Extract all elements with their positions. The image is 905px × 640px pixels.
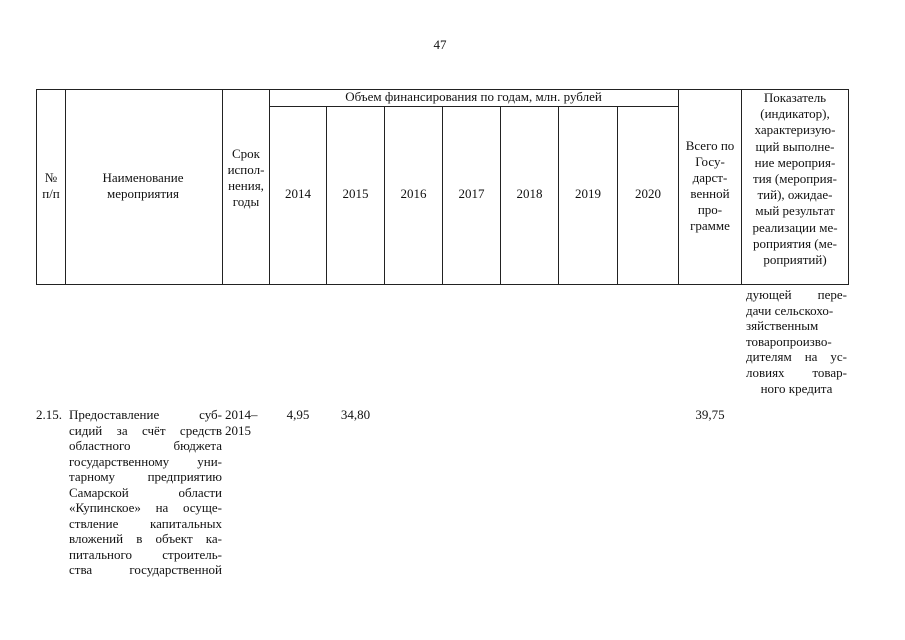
header-year-2014: 2014: [285, 186, 311, 201]
header-year-2018: 2018: [516, 186, 543, 201]
header-total: Всего по Госу-дарст-венной про-грамме: [685, 138, 735, 233]
row-value-2015: 34,80: [340, 407, 371, 422]
header-year-2020: 2020: [635, 186, 661, 201]
row-value-2014: 4,95: [286, 407, 310, 422]
header-term: Срок испол-нения, годы: [227, 146, 265, 209]
header-year-2016: 2016: [400, 186, 427, 201]
row-number: 2.15.: [36, 407, 62, 422]
header-activity-name: Наименование мероприятия: [102, 170, 184, 201]
header-year-2017: 2017: [458, 186, 485, 201]
continued-indicator-text: дующей пере- дачи сельскохо- зяйственным товаропроизво- дителям на ус- ловиях товар- ного кредита: [746, 287, 847, 396]
row-total: 39,75: [695, 407, 725, 422]
header-indicator: Показатель (индикатор), характеризую- щий выполне- ние мероприя- тия (мероприя- тий), ожидае- мый результат реализации ме- роприятия (ме- роприятий): [752, 90, 838, 268]
header-number: № п/п: [42, 170, 60, 201]
header-funding-group: Объем финансирования по годам, млн. рублей: [345, 89, 602, 104]
header-year-2019: 2019: [575, 186, 601, 201]
header-year-2015: 2015: [342, 186, 369, 201]
row-activity-name: Предоставление суб- сидий за счёт средств областного бюджета государственному уни- тарному предприятию Самарской области «Купинское» на осуще- ствление капитальных вложений в объект ка- питального строитель- ства государственной: [69, 407, 222, 577]
row-term: 2014– 2015: [225, 407, 258, 438]
page-number: 47: [433, 37, 447, 52]
